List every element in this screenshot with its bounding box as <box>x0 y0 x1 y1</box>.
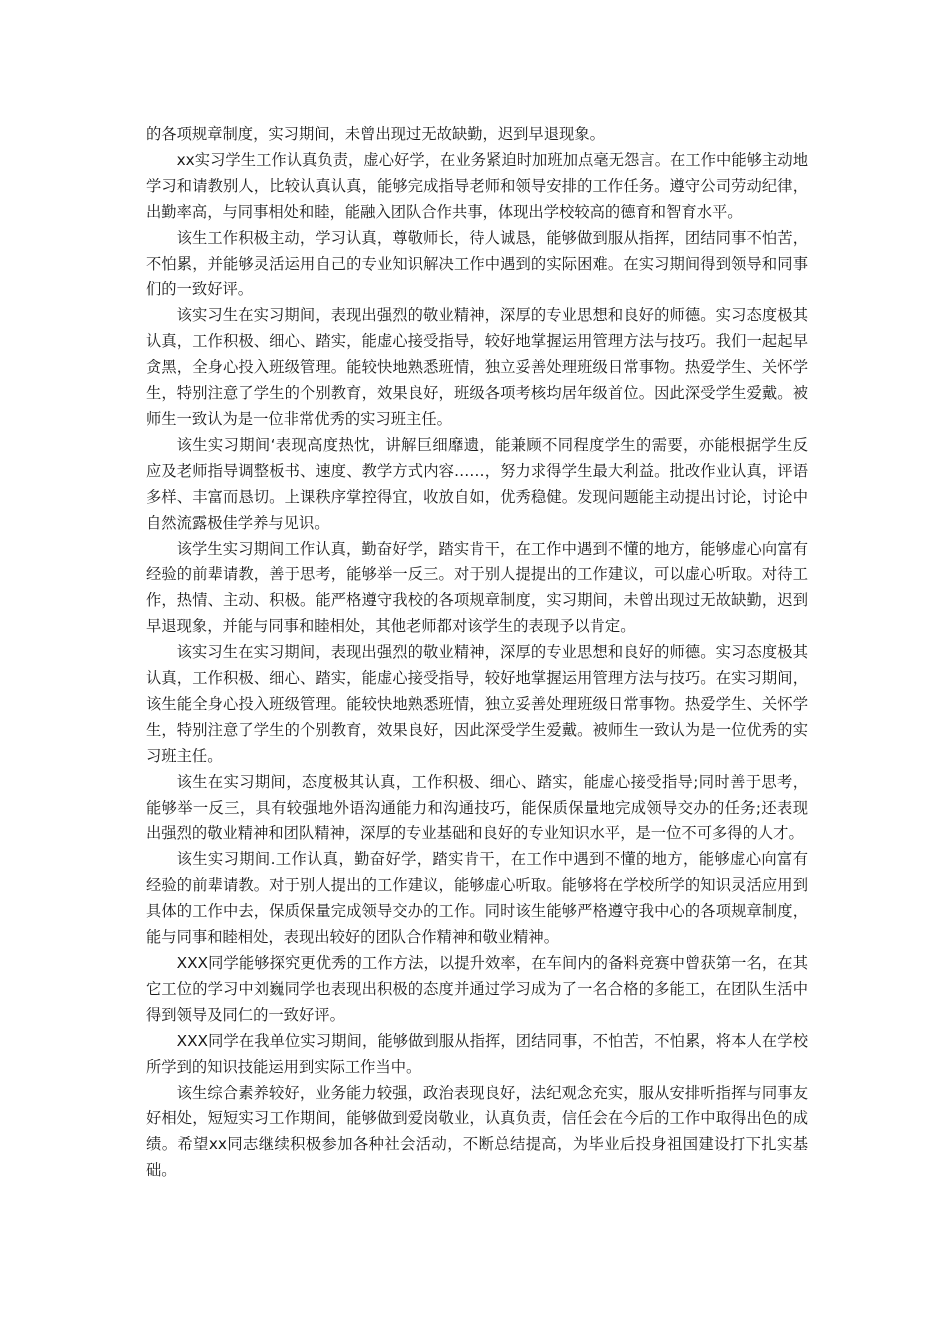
document-page <box>146 122 808 1184</box>
paragraph: 该生综合素养较好，业务能力较强，政治表现良好，法纪观念充实，服从安排听指挥与同事友好相处，短短实习工作期间，能够做到爱岗敬业，认真负责，信任会在今后的工作中取得出色的成绩。希望xx同志继续积极参加各种社会活动，不断总结提高，为毕业后投身祖国建设打下扎实基础。 <box>146 1083 808 1180</box>
paragraph: 该生实习期间‘表现高度热忱，讲解巨细靡遗，能兼顾不同程度学生的需要，亦能根据学生反应及老师指导调整板书、速度、教学方式内容……，努力求得学生最大利益。批改作业认真，评语多样、丰富而恳切。上课秩序掌控得宜，收放自如，优秀稳健。发现问题能主动提出讨论，讨论中自然流露极佳学养与见识。 <box>146 435 808 532</box>
paragraph: XXX同学在我单位实习期间，能够做到服从指挥，团结同事，不怕苦，不怕累，将本人在学校所学到的知识技能运用到实际工作当中。 <box>146 1031 808 1076</box>
paragraph: 该实习生在实习期间，表现出强烈的敬业精神，深厚的专业思想和良好的师德。实习态度极其认真，工作积极、细心、踏实，能虚心接受指导，较好地掌握运用管理方法与技巧。在实习期间，该生能全身心投入班级管理。能较快地熟悉班情，独立妥善处理班级日常事物。热爱学生、关怀学生，特别注意了学生的个别教育，效果良好，因此深受学生爱戴。被师生一致认为是一位优秀的实习班主任。 <box>146 643 808 765</box>
paragraph: 该生实习期间.工作认真，勤奋好学，踏实肯干，在工作中遇到不懂的地方，能够虚心向富有经验的前辈请教。对于别人提出的工作建议，能够虚心听取。能够将在学校所学的知识灵活应用到具体的工作中去，保质保量完成领导交办的工作。同时该生能够严格遵守我中心的各项规章制度，能与同事和睦相处，表现出较好的团队合作精神和敬业精神。 <box>146 850 808 947</box>
paragraph: 该生工作积极主动，学习认真，尊敬师长，待人诚恳，能够做到服从指挥，团结同事不怕苦，不怕累，并能够灵活运用自己的专业知识解决工作中遇到的实际困难。在实习期间得到领导和同事们的一致好评。 <box>146 228 808 299</box>
paragraph: 该实习生在实习期间，表现出强烈的敬业精神，深厚的专业思想和良好的师德。实习态度极其认真，工作积极、细心、踏实，能虚心接受指导，较好地掌握运用管理方法与技巧。我们一起起早贪黑，全身心投入班级管理。能较快地熟悉班情，独立妥善处理班级日常事物。热爱学生、关怀学生，特别注意了学生的个别教育，效果良好，班级各项考核均居年级首位。因此深受学生爱戴。被师生一致认为是一位非常优秀的实习班主任。 <box>146 306 808 428</box>
paragraph-continuation: 的各项规章制度，实习期间，未曾出现过无故缺勤，迟到早退现象。 <box>146 125 605 143</box>
paragraph: 该生在实习期间，态度极其认真，工作积极、细心、踏实，能虚心接受指导;同时善于思考，能够举一反三，具有较强地外语沟通能力和沟通技巧，能保质保量地完成领导交办的任务;还表现出强烈的敬业精神和团队精神，深厚的专业基础和良好的专业知识水平，是一位不可多得的人才。 <box>146 772 808 843</box>
paragraph: XXX同学能够探究更优秀的工作方法，以提升效率，在车间内的备料竞赛中曾获第一名，在其它工位的学习中刘巍同学也表现出积极的态度并通过学习成为了一名合格的多能工，在团队生活中得到领导及同仁的一致好评。 <box>146 954 808 1024</box>
paragraph: 该学生实习期间工作认真，勤奋好学，踏实肯干，在工作中遇到不懂的地方，能够虚心向富有经验的前辈请教，善于思考，能够举一反三。对于别人提提出的工作建议，可以虚心听取。对待工作，热情、主动、积极。能严格遵守我校的各项规章制度，实习期间，未曾出现过无故缺勤，迟到早退现象，并能与同事和睦相处，其他老师都对该学生的表现予以肯定。 <box>146 539 808 636</box>
paragraph: xx实习学生工作认真负责，虚心好学，在业务紧迫时加班加点毫无怨言。在工作中能够主动地学习和请教别人，比较认真认真，能够完成指导老师和领导安排的工作任务。遵守公司劳动纪律，出勤率高，与同事相处和睦，能融入团队合作共事，体现出学校较高的德育和智育水平。 <box>146 150 808 221</box>
